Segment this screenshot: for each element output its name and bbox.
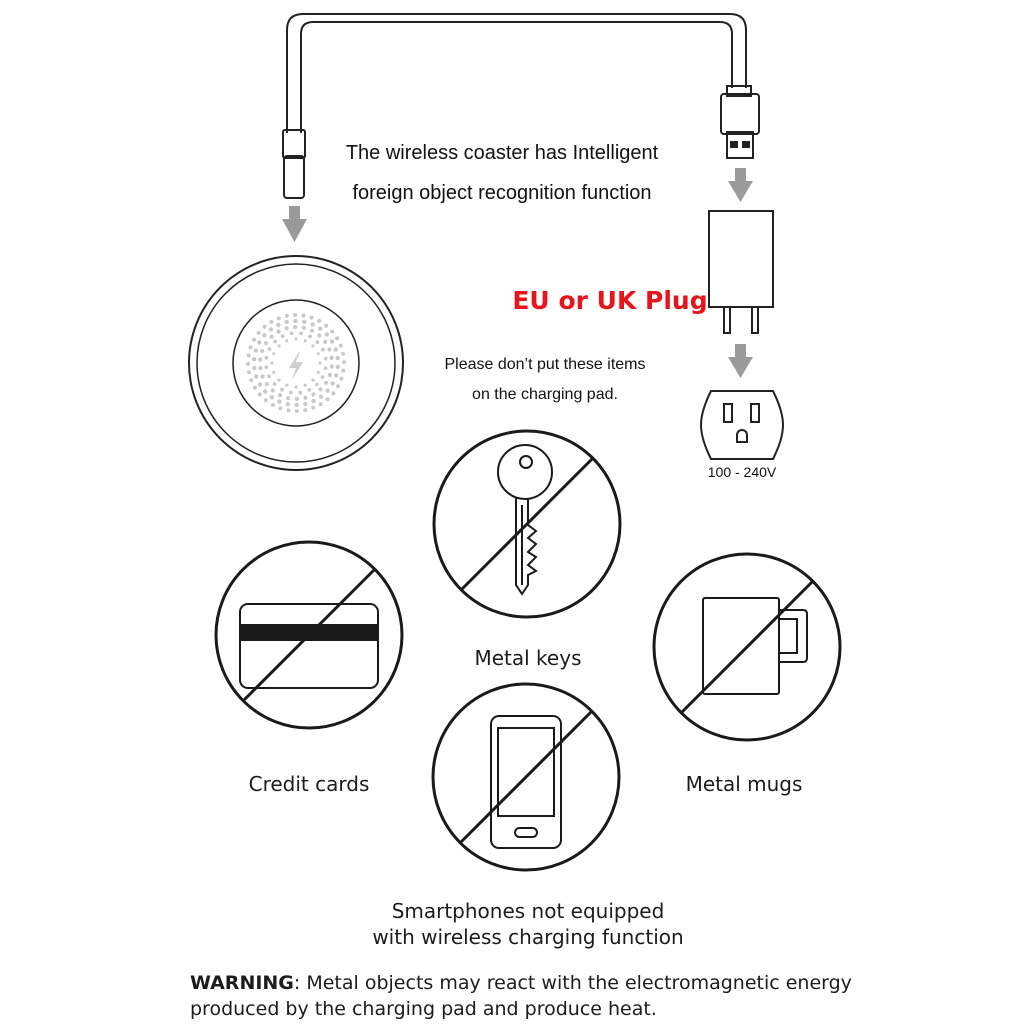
headline-line-2: foreign object recognition function [352,182,652,204]
pad-dot [258,357,262,361]
pad-dot [268,347,272,351]
pad-dot [324,357,328,361]
caption-smartphones-line-2: with wireless charging function [372,925,684,949]
pad-dot [330,330,334,334]
pad-dot [264,341,268,345]
pad-dot [302,314,306,318]
pad-dot [319,402,323,406]
warning-notice [190,970,870,1022]
pad-dot [249,345,253,349]
pad-dot [277,316,281,320]
pad-dot [265,356,269,360]
pad-dot [311,344,314,347]
pad-dot [331,391,335,395]
pad-dot [277,329,281,333]
prohibited-keys-icon [434,431,620,617]
pad-dot [264,365,268,369]
pad-dot [285,314,289,318]
pad-dot [265,382,269,386]
wall-outlet-icon [701,391,783,459]
pad-dot [339,377,343,381]
pad-dot [336,365,340,369]
pad-dot [263,389,267,393]
pad-dot [311,406,315,410]
pad-dot [277,399,281,403]
pad-dot [277,344,280,347]
pad-dot [252,338,256,342]
pad-dot [269,320,273,324]
pad-dot [271,403,275,407]
headline-line-1: The wireless coaster has Intelligent [345,142,659,164]
pad-dot [261,374,265,378]
pad-dot [294,337,297,340]
prohibited-mug-icon [654,554,840,740]
pad-dot [287,408,291,412]
pad-dot [330,339,334,343]
pad-dot [295,397,299,401]
pad-dot [318,361,321,364]
pad-dot [278,406,282,410]
pad-dot [285,339,288,342]
pad-dot [327,347,331,351]
caption-credit-cards: Credit cards [248,772,370,796]
pad-dot [302,326,306,330]
pad-dot [252,366,256,370]
pad-dot [285,320,289,324]
pad-dot [310,329,314,333]
pad-dot [331,381,335,385]
pad-dot [317,319,321,323]
pad-dot [273,340,277,344]
pad-dot [334,347,338,351]
pad-dot [293,319,297,323]
down-arrow-icon [728,344,753,378]
pad-dot [264,398,268,402]
pad-dot [319,394,323,398]
pad-dot [302,320,306,324]
pad-dot [317,352,320,355]
pad-dot [277,378,280,381]
pad-dot [293,313,297,317]
pad-dot [308,335,312,339]
pad-dot [311,392,315,396]
pad-dot [253,386,257,390]
pad-dot [304,339,307,342]
pad-dot [285,326,289,330]
pad-dot [272,352,275,355]
pad-dot [311,399,315,403]
pad-dot [247,370,251,374]
down-arrow-icon [282,206,307,242]
caption-metal-mugs: Metal mugs [685,772,803,796]
pad-dot [336,384,340,388]
mug-icon [703,598,807,694]
pad-dot [269,335,273,339]
pad-dot [315,383,319,387]
warning-label: WARNING [190,972,294,994]
credit-card-icon [240,604,378,688]
pad-dot [278,393,282,397]
warning-text: : Metal objects may react with the electromagnetic energy produced by the charging pad and produce heat. [190,972,852,1020]
pad-dot [310,322,314,326]
pad-dot [325,389,329,393]
pad-dot [280,388,284,392]
pad-dot [254,374,258,378]
pad-dot [260,349,264,353]
pad-dot [307,388,311,392]
notice-line-2: on the charging pad. [472,386,618,403]
pad-dot [258,366,262,370]
pad-dot [289,391,293,395]
pad-dot [328,373,332,377]
pad-dot [342,360,346,364]
pad-dot [303,408,307,412]
pad-dot [334,373,338,377]
pad-dot [286,396,290,400]
pad-dot [318,387,322,391]
pad-dot [324,324,328,328]
pad-dot [257,340,261,344]
pad-dot [293,325,297,329]
pad-dot [258,393,262,397]
down-arrow-icon [728,168,753,202]
pad-dot [330,364,334,368]
pad-dot [247,354,251,358]
pad-dot [321,375,325,379]
notice-line-1: Please don’t put these items [444,356,646,373]
key-icon [498,445,552,594]
pad-dot [341,369,345,373]
pad-dot [323,340,327,344]
pad-dot [267,374,271,378]
pad-dot [276,323,280,327]
pad-dot [285,384,288,387]
pad-dot [310,316,314,320]
pad-dot [339,344,343,348]
pad-dot [252,357,256,361]
pad-dot [257,331,261,335]
prohibited-phone-icon [433,684,619,870]
pad-dot [273,382,277,386]
charging-pad-icon [189,256,403,470]
pad-dot [246,362,250,366]
pad-dot [304,384,307,387]
pad-dot [294,385,297,388]
pad-dot [271,388,275,392]
pad-dot [303,396,307,400]
pad-dot [262,333,266,337]
pad-dot [325,332,329,336]
pad-dot [270,395,274,399]
pad-dot [254,348,258,352]
pad-dot [317,371,320,374]
pad-dot [317,333,321,337]
prohibited-card-icon [216,542,402,728]
pad-dot [303,402,307,406]
pad-dot [286,402,290,406]
pad-dot [341,352,345,356]
pad-dot [336,356,340,360]
caption-metal-keys: Metal keys [474,646,582,670]
caption-smartphones-line-1: Smartphones not equipped [391,899,665,923]
usb-a-connector-icon [721,86,759,158]
pad-dot [281,334,285,338]
pad-dot [272,371,275,374]
pad-dot [324,366,328,370]
pad-dot [298,391,302,395]
plug-type-label: EU or UK Plug [512,286,708,315]
pad-dot [295,409,299,413]
voltage-label: 100 - 240V [707,464,777,480]
pad-dot [326,397,330,401]
usb-cable-icon [287,14,746,133]
pad-dot [269,327,273,331]
pad-dot [258,382,262,386]
pad-dot [318,327,322,331]
pad-dot [335,336,339,340]
pad-dot [249,378,253,382]
pad-dot [311,378,314,381]
pad-dot [294,403,298,407]
pad-dot [321,348,325,352]
smartphone-icon [491,716,561,848]
pad-dot [299,332,303,336]
pad-dot [316,340,320,344]
pad-dot [270,361,273,364]
pad-dot [324,381,328,385]
pad-dot [263,325,267,329]
pad-dot [330,356,334,360]
pad-dot [290,331,294,335]
